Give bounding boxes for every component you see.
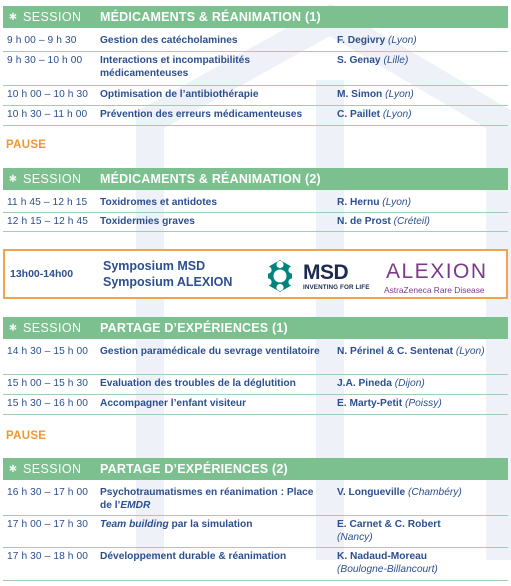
speaker-name: N. de Prost [337, 216, 391, 227]
table-row [3, 484, 508, 516]
topic-text: Psychotraumatismes en réanimation : Place de l’ [100, 487, 314, 511]
speaker-city: (Boulogne-Billancourt) [337, 563, 438, 575]
speaker-city: (Lyon) [382, 197, 411, 208]
speaker-name: V. Longueville [337, 487, 406, 498]
speaker-name: N. Périnel & C. Sentenat [337, 346, 454, 357]
table-row [3, 375, 508, 395]
row-topic [100, 519, 328, 532]
speaker-city: (Lille) [383, 55, 409, 66]
topic-emphasis: Team building [100, 519, 169, 530]
row-topic: Toxidromes et antidotes [100, 197, 217, 208]
speaker-name: K. Nadaud-Moreau [337, 551, 427, 562]
speaker-city: (Lyon) [385, 89, 414, 100]
row-topic [100, 487, 328, 512]
row-speaker [337, 346, 507, 359]
session-title: MÉDICAMENTS & RÉANIMATION (2) [100, 172, 321, 186]
msd-tagline: INVENTING FOR LIFE [303, 284, 370, 291]
row-time: 15 h 30 – 16 h 00 [7, 398, 89, 409]
row-speaker [337, 551, 507, 576]
session-header-2 [3, 168, 508, 190]
row-topic: Gestion des catécholamines [100, 35, 238, 46]
speaker-city: (Lyon) [382, 109, 412, 120]
symposium-brand: ALEXION [176, 275, 233, 289]
row-speaker [337, 89, 507, 102]
speaker-name: C. Paillet [337, 109, 381, 120]
row-speaker [337, 519, 507, 544]
table-row [3, 516, 508, 548]
row-speaker [337, 197, 507, 210]
row-speaker [337, 109, 507, 122]
row-speaker [337, 398, 507, 411]
session-title: MÉDICAMENTS & RÉANIMATION (1) [100, 10, 321, 24]
row-topic: Développement durable & réanimation [100, 551, 287, 562]
alexion-subtitle: AstraZeneca Rare Disease [384, 285, 485, 295]
speaker-name: E. Carnet & C. Robert [337, 519, 441, 530]
speaker-city: (Nancy) [337, 531, 373, 543]
pause-label: PAUSE [6, 139, 47, 151]
row-topic: Gestion paramédicale du sevrage ventilatoire [100, 346, 320, 357]
symposium-box [3, 249, 508, 299]
session-word: SESSION [23, 321, 82, 335]
topic-text: par la simulation [168, 519, 253, 530]
table-row [3, 213, 508, 232]
topic-emphasis: EMDR [120, 499, 151, 511]
session-word: SESSION [23, 172, 82, 186]
speaker-city: (Lyon) [455, 346, 485, 357]
pause-label: PAUSE [6, 430, 47, 442]
row-topic: Toxidermies graves [100, 216, 195, 227]
session-word: SESSION [23, 462, 82, 476]
speaker-city: (Dijon) [394, 378, 425, 389]
row-time: 10 h 30 – 11 h 00 [7, 109, 88, 120]
session-word: SESSION [23, 10, 82, 24]
session-title: PARTAGE D’EXPÉRIENCES (1) [100, 321, 288, 335]
row-time: 14 h 30 – 15 h 00 [7, 346, 89, 357]
row-time: 10 h 00 – 10 h 30 [7, 89, 89, 100]
session-mark-icon: ✱ [8, 463, 18, 475]
row-speaker [337, 55, 507, 68]
row-speaker [337, 216, 507, 229]
speaker-city: (Poissy) [404, 398, 442, 409]
row-time: 9 h 00 – 9 h 30 [7, 35, 77, 46]
session-header-3 [3, 317, 508, 339]
row-time: 15 h 00 – 15 h 30 [7, 378, 89, 389]
row-time: 16 h 30 – 17 h 00 [7, 487, 89, 498]
symposium-alexion-label [103, 275, 232, 289]
speaker-name: E. Marty-Petit [337, 398, 403, 409]
speaker-city: (Chambéry) [407, 487, 462, 498]
row-time: 12 h 15 – 12 h 45 [7, 216, 89, 227]
symposium-brand: MSD [177, 259, 206, 273]
row-speaker [337, 487, 507, 500]
session-title: PARTAGE D’EXPÉRIENCES (2) [100, 462, 288, 476]
row-time: 17 h 30 – 18 h 00 [7, 551, 89, 562]
table-row [3, 194, 508, 213]
symposium-prefix: Symposium [103, 275, 177, 289]
speaker-city: (Créteil) [393, 216, 430, 227]
speaker-city: (Lyon) [387, 35, 417, 46]
session-header-1 [3, 6, 508, 28]
row-topic: Evaluation des troubles de la déglutition [100, 378, 296, 389]
speaker-name: J.A. Pineda [337, 378, 392, 389]
speaker-name: S. Genay [337, 55, 381, 66]
row-speaker [337, 35, 507, 48]
row-topic: Prévention des erreurs médicamenteuses [100, 109, 303, 120]
row-time: 17 h 00 – 17 h 30 [7, 519, 89, 530]
table-row [3, 395, 508, 415]
symposium-prefix: Symposium [103, 259, 178, 273]
session-mark-icon: ✱ [8, 322, 18, 334]
row-topic: Interactions et incompatibilités médicamenteuses [100, 55, 251, 79]
table-row [3, 86, 508, 106]
session-header-4 [3, 458, 508, 480]
row-speaker [337, 378, 507, 391]
symposium-msd-label [103, 259, 205, 273]
session-mark-icon: ✱ [8, 173, 18, 185]
msd-logo-icon [261, 259, 299, 293]
session-mark-icon: ✱ [8, 11, 18, 23]
row-time: 11 h 45 – 12 h 15 [7, 197, 88, 208]
msd-logo [261, 259, 381, 293]
speaker-name: M. Simon [337, 89, 383, 100]
msd-logo-text: MSD [303, 261, 349, 284]
table-row [3, 343, 508, 375]
table-row [3, 106, 508, 126]
row-time: 9 h 30 – 10 h 00 [7, 55, 83, 66]
row-topic: Optimisation de l’antibiothérapie [100, 89, 259, 100]
table-row [3, 52, 508, 86]
row-topic: Accompagner l’enfant visiteur [100, 398, 247, 409]
table-row [3, 548, 508, 581]
speaker-name: R. Hernu [337, 197, 380, 208]
speaker-name: F. Degivry [337, 35, 386, 46]
symposium-time: 13h00-14h00 [10, 268, 74, 280]
table-row [3, 32, 508, 52]
alexion-logo-text: ALEXION [386, 260, 488, 283]
